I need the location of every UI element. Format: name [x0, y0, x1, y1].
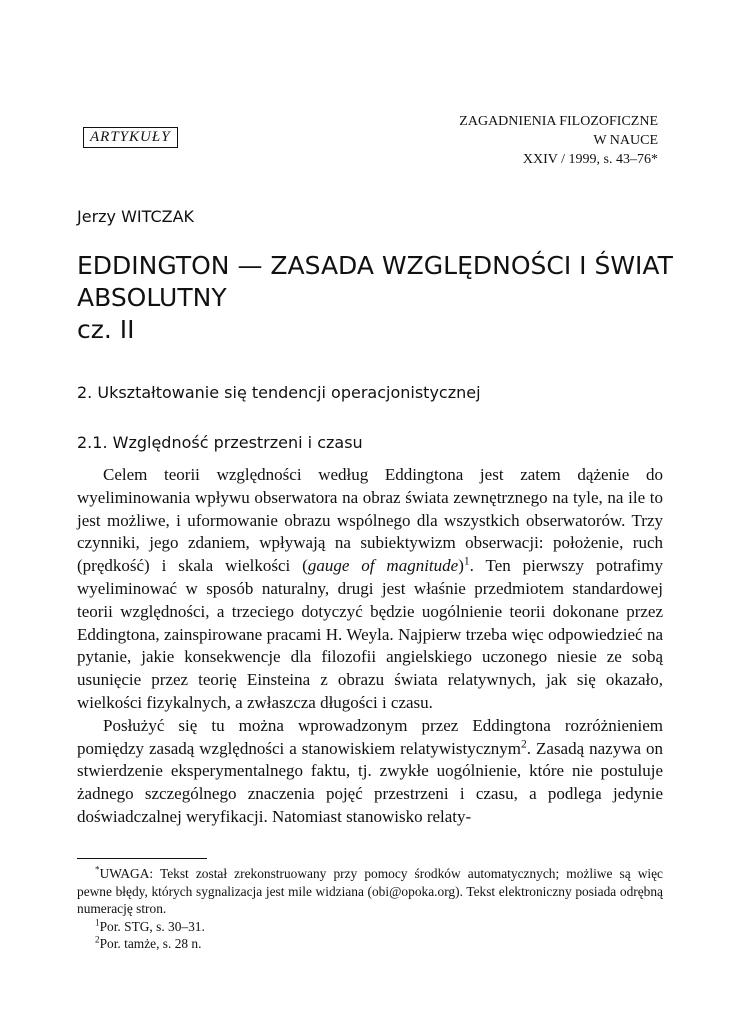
- volume-info: XXIV / 1999, s. 43–76*: [522, 152, 658, 167]
- footnote-ref-1[interactable]: 1: [463, 554, 470, 568]
- footnotes: [77, 865, 663, 953]
- paragraph-1-italic-term: gauge of magnitude: [307, 556, 459, 576]
- paragraph-1: [77, 464, 663, 715]
- body-text: [77, 464, 663, 829]
- journal-info: [459, 112, 658, 169]
- footnote-star-mark: *: [95, 864, 100, 875]
- footnote-1-mark: 1: [95, 917, 100, 928]
- paragraph-1-text-b: ): [458, 556, 464, 576]
- paragraph-2: [77, 715, 663, 829]
- footnote-1: [77, 918, 663, 936]
- footnote-divider: [77, 858, 207, 859]
- footnote-star-text: UWAGA: Tekst został zrekonstruowany przy pomocy środków automatycznych; możliwe są więc pewne błędy, których sygnalizacja jest mile widziana (obi@opoka.org). Tekst elektroniczny posiada odrębną numerację stron.: [77, 866, 663, 916]
- author-name: Jerzy WITCZAK: [77, 207, 195, 226]
- footnote-2-text: Por. tamże, s. 28 n.: [99, 936, 202, 951]
- footnote-2-mark: 2: [95, 934, 100, 945]
- journal-subtitle: W NAUCE: [593, 133, 658, 148]
- paragraph-2-text-a: Posłużyć się tu można wprowadzonym przez Eddingtona rozróżnieniem pomiędzy zasadą względności a stanowiskiem relatywistycznym: [77, 715, 663, 758]
- title-part: cz. II: [77, 315, 135, 344]
- article-title: [77, 250, 677, 346]
- journal-name: ZAGADNIENIA FILOZOFICZNE: [459, 114, 658, 129]
- title-line-1: EDDINGTON — ZASADA WZGLĘDNOŚCI I ŚWIAT: [77, 251, 673, 280]
- footnote-star: [77, 865, 663, 918]
- footnote-2: [77, 935, 663, 953]
- footnote-ref-2[interactable]: 2: [521, 736, 527, 750]
- title-line-2: ABSOLUTNY: [77, 283, 227, 312]
- paragraph-2-text-b: . Zasadą nazywa on stwierdzenie eksperymentalnego faktu, tj. zwykłe uogólnienie, które nie postuluje żadnego szczególnego znaczenia pojęć przestrzeni i czasu, a podlega jedynie doświadczalnej weryfikacji. Natomiast stanowisko relaty-: [77, 738, 663, 826]
- footnote-1-text: Por. STG, s. 30–31.: [99, 918, 205, 934]
- subsection-heading: 2.1. Względność przestrzeni i czasu: [77, 433, 363, 452]
- section-heading: 2. Ukształtowanie się tendencji operacjonistycznej: [77, 383, 481, 402]
- paragraph-1-text-c: . Ten pierwszy potrafimy wyeliminować w sposób naturalny, drugi jest właśnie przedmiotem standardowej teorii względności, a trzeciego dotyczyć będzie uogólnienie teorii dokonane przez Eddingtona, zainspirowane pracami H. Weyla. Najpierw trzeba więc odpowiedzieć na pytanie, jakie konsekwencje dla filozofii angielskiego uczonego niesie ze sobą usunięcie przez teorię Einsteina z obrazu świata relatywnych, jak się okazało, wielkości fizykalnych, a zwłaszcza długości i czasu.: [77, 556, 663, 712]
- paragraph-1-text-a: Celem teorii względności według Eddingtona jest zatem dążenie do wyeliminowania wpływu obserwatora na obraz świata zewnętrznego na tyle, na ile to jest możliwe, i uformowanie obrazu wspólnego dla wszystkich obserwatorów. Trzy czynniki, jego zdaniem, wpływają na subiektywizm obserwacji: położenie, ruch (prędkość) i skala wielkości (: [77, 465, 663, 576]
- section-label: ARTYKUŁY: [83, 127, 178, 148]
